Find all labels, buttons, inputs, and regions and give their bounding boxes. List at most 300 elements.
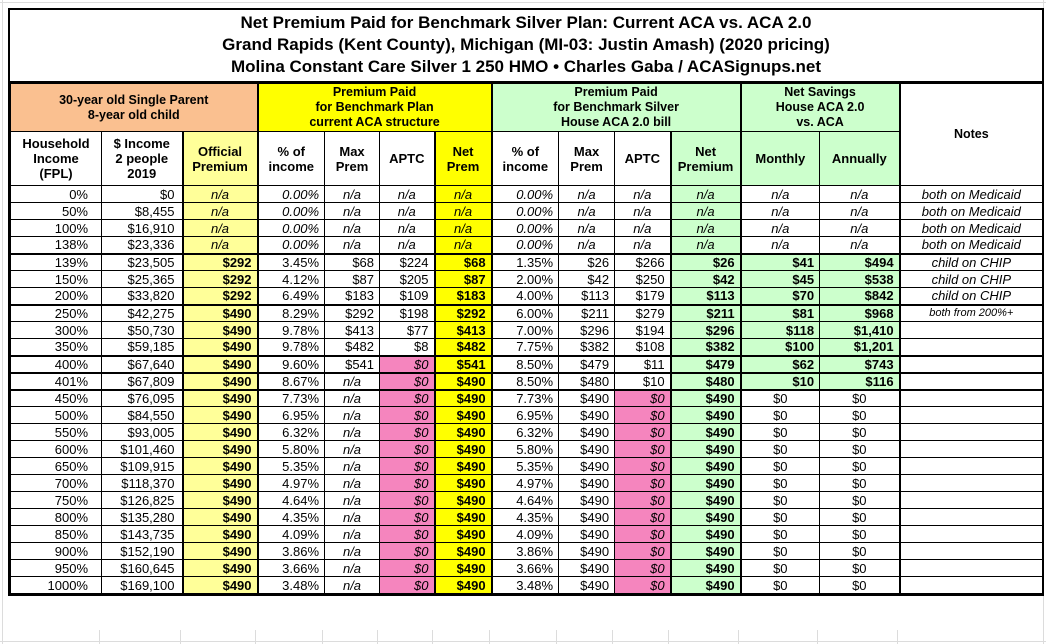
cell-aca2-pct-income: 7.00% [492,322,559,339]
aca-group-line-1: Premium Paid [332,85,417,99]
cell-note [900,339,1043,356]
col-header-aca2-aptc: APTC [615,132,671,186]
cell-fpl: 139% [11,254,102,271]
cell-savings-monthly: $0 [741,458,820,475]
cell-savings-monthly: $0 [741,526,820,543]
pct-header-line-2: income [268,158,315,174]
cell-aca2-pct-income: 3.66% [492,560,559,577]
cell-aca-aptc: $8 [380,339,435,356]
cell-aca-aptc: $0 [380,407,435,424]
cell-aca2-net-premium: $490 [671,543,741,560]
cell-note: both on Medicaid [900,220,1043,237]
cell-fpl: 401% [11,373,102,390]
cell-aca-max-prem: $541 [325,356,380,373]
cell-official-premium: $490 [183,441,258,458]
cell-aca2-max-prem: $490 [559,407,615,424]
cell-aca2-net-premium: $480 [671,373,741,390]
cell-aca-pct-income: 0.00% [258,237,325,254]
cell-aca-pct-income: 4.97% [258,475,325,492]
cell-note: both from 200%+ [900,305,1043,322]
cell-aca2-max-prem: $490 [559,390,615,407]
col-header-aca-net-prem [435,132,492,186]
cell-income: $0 [102,186,183,203]
cell-fpl: 800% [11,509,102,526]
cell-aca2-net-premium: n/a [671,237,741,254]
cell-aca-aptc: $205 [380,271,435,288]
table-row [11,322,1043,339]
cell-savings-annually: $0 [820,492,900,509]
cell-income: $16,910 [102,220,183,237]
cell-aca-pct-income: 8.29% [258,305,325,322]
cell-fpl: 350% [11,339,102,356]
cell-aca-max-prem: n/a [325,237,380,254]
cell-aca2-pct-income: 8.50% [492,356,559,373]
cell-official-premium: $490 [183,560,258,577]
cell-savings-monthly: $10 [741,373,820,390]
cell-aca2-pct-income: 7.73% [492,390,559,407]
cell-note [900,475,1043,492]
cell-savings-annually: $116 [820,373,900,390]
table-row [11,526,1043,543]
cell-savings-annually: n/a [820,186,900,203]
data-table [10,83,1043,594]
col-header-aca-aptc: APTC [380,132,435,186]
cell-aca2-pct-income: 4.09% [492,526,559,543]
pct2-header-line-1: % of [511,143,540,159]
table-row [11,407,1043,424]
cell-aca-aptc: $0 [380,492,435,509]
cell-aca2-max-prem: $490 [559,475,615,492]
cell-note [900,373,1043,390]
cell-aca2-max-prem: $113 [559,288,615,305]
cell-aca-max-prem: n/a [325,492,380,509]
cell-savings-monthly: $81 [741,305,820,322]
cell-aca2-aptc: $11 [615,356,671,373]
excel-gridline [322,630,323,644]
cell-aca2-pct-income: 3.86% [492,543,559,560]
col-header-aca2-max-prem [559,132,615,186]
savings-group-line-1: Net Savings [784,85,856,99]
title-line-3: Molina Constant Care Silver 1 250 HMO • Charles Gaba / ACASignups.net [230,57,822,76]
cell-aca-net-prem: $87 [435,271,492,288]
excel-gridline [0,641,1046,642]
cell-aca-aptc: $0 [380,526,435,543]
cell-aca2-aptc: $10 [615,373,671,390]
cell-official-premium: $490 [183,475,258,492]
cell-savings-monthly: $118 [741,322,820,339]
cell-savings-monthly: n/a [741,203,820,220]
aca-group-line-3: current ACA structure [309,115,440,129]
cell-aca-aptc: n/a [380,203,435,220]
cell-aca2-net-premium: $211 [671,305,741,322]
cell-aca2-pct-income: 4.97% [492,475,559,492]
cell-savings-monthly: n/a [741,237,820,254]
cell-fpl: 600% [11,441,102,458]
cell-income: $109,915 [102,458,183,475]
cell-savings-annually: $0 [820,475,900,492]
cell-aca-net-prem: $292 [435,305,492,322]
cell-note [900,509,1043,526]
cell-income: $42,275 [102,305,183,322]
table-row [11,220,1043,237]
excel-gridline [612,630,613,644]
cell-aca-pct-income: 5.35% [258,458,325,475]
official-header-line-2: Premium [192,158,248,174]
cell-savings-annually: $0 [820,560,900,577]
cell-fpl: 300% [11,322,102,339]
cell-income: $50,730 [102,322,183,339]
cell-note [900,407,1043,424]
cell-aca-pct-income: 4.35% [258,509,325,526]
max2-header-line-1: Max [573,143,600,159]
cell-aca2-max-prem: $490 [559,509,615,526]
cell-aca-max-prem: $482 [325,339,380,356]
table-row [11,271,1043,288]
savings-group-line-3: vs. ACA [796,115,844,129]
cell-note [900,441,1043,458]
cell-note: child on CHIP [900,254,1043,271]
excel-gridline [432,630,433,644]
cell-income: $101,460 [102,441,183,458]
excel-gridline [738,630,739,644]
cell-aca2-max-prem: n/a [559,203,615,220]
cell-aca2-pct-income: 5.35% [492,458,559,475]
excel-gridline [0,2,1046,3]
cell-aca2-net-premium: $296 [671,322,741,339]
cell-aca2-aptc: $0 [615,543,671,560]
cell-aca2-net-premium: $42 [671,271,741,288]
cell-note [900,390,1043,407]
cell-income: $135,280 [102,509,183,526]
cell-aca2-net-premium: n/a [671,220,741,237]
demographic-line-1: 30-year old Single Parent [59,92,209,107]
cell-aca-max-prem: n/a [325,220,380,237]
cell-aca-net-prem: $541 [435,356,492,373]
table-row [11,577,1043,594]
cell-savings-monthly: $0 [741,390,820,407]
cell-savings-annually: $494 [820,254,900,271]
cell-official-premium: $490 [183,526,258,543]
cell-aca2-max-prem: $490 [559,577,615,594]
table-row [11,254,1043,271]
cell-income: $59,185 [102,339,183,356]
cell-official-premium: n/a [183,220,258,237]
cell-aca-max-prem: n/a [325,526,380,543]
group-header-row [11,84,1043,132]
netpremium-header-line-2: Premium [677,158,734,174]
cell-aca2-aptc: n/a [615,186,671,203]
cell-official-premium: $490 [183,390,258,407]
cell-savings-annually: $0 [820,390,900,407]
cell-aca-net-prem: $490 [435,577,492,594]
cell-aca2-aptc: $0 [615,475,671,492]
table-row [11,509,1043,526]
table-row [11,390,1043,407]
cell-savings-annually: $0 [820,441,900,458]
income-header-line-1: $ Income [113,136,170,151]
col-header-income [102,132,183,186]
cell-aca2-max-prem: $490 [559,560,615,577]
cell-aca-aptc: $0 [380,458,435,475]
cell-aca-net-prem: $490 [435,424,492,441]
cell-aca-aptc: $224 [380,254,435,271]
cell-aca2-max-prem: $296 [559,322,615,339]
excel-gridline [2,0,3,644]
cell-aca2-aptc: $0 [615,577,671,594]
cell-aca2-aptc: $266 [615,254,671,271]
cell-aca2-aptc: $279 [615,305,671,322]
cell-aca-net-prem: $490 [435,492,492,509]
cell-aca-aptc: $0 [380,356,435,373]
cell-aca-pct-income: 3.66% [258,560,325,577]
cell-aca-pct-income: 8.67% [258,373,325,390]
cell-official-premium: n/a [183,203,258,220]
cell-aca-pct-income: 4.09% [258,526,325,543]
cell-fpl: 500% [11,407,102,424]
aca2-group-line-1: Premium Paid [574,85,658,99]
col-header-notes: Notes [900,84,1043,186]
cell-note [900,492,1043,509]
cell-official-premium: $490 [183,543,258,560]
cell-note [900,560,1043,577]
cell-aca-net-prem: $490 [435,526,492,543]
cell-aca2-max-prem: $490 [559,441,615,458]
cell-official-premium: $490 [183,458,258,475]
cell-aca2-pct-income: 8.50% [492,373,559,390]
savings-group-line-2: House ACA 2.0 [775,100,865,114]
cell-aca2-aptc: $108 [615,339,671,356]
cell-income: $126,825 [102,492,183,509]
cell-savings-annually: $0 [820,509,900,526]
cell-aca2-net-premium: $382 [671,339,741,356]
cell-fpl: 400% [11,356,102,373]
cell-fpl: 50% [11,203,102,220]
cell-fpl: 650% [11,458,102,475]
table-row [11,305,1043,322]
excel-gridline [377,630,378,644]
netprem-header-line-1: Net [452,143,474,159]
cell-aca2-net-premium: $490 [671,424,741,441]
cell-aca-aptc: $0 [380,390,435,407]
cell-aca2-net-premium: $490 [671,492,741,509]
cell-savings-monthly: $62 [741,356,820,373]
cell-aca-net-prem: $490 [435,373,492,390]
cell-aca2-max-prem: $490 [559,458,615,475]
cell-aca2-pct-income: 0.00% [492,203,559,220]
excel-gridline [489,630,490,644]
cell-aca-pct-income: 9.78% [258,322,325,339]
cell-aca2-pct-income: 0.00% [492,220,559,237]
cell-aca-pct-income: 0.00% [258,186,325,203]
cell-aca-max-prem: n/a [325,373,380,390]
table-row [11,237,1043,254]
cell-aca2-pct-income: 3.48% [492,577,559,594]
cell-aca-aptc: $198 [380,305,435,322]
cell-income: $160,645 [102,560,183,577]
cell-note [900,356,1043,373]
cell-income: $33,820 [102,288,183,305]
cell-aca2-max-prem: n/a [559,186,615,203]
cell-aca-max-prem: $87 [325,271,380,288]
cell-aca2-aptc: $0 [615,441,671,458]
cell-fpl: 200% [11,288,102,305]
cell-aca-aptc: $0 [380,373,435,390]
cell-aca-aptc: $0 [380,560,435,577]
cell-fpl: 150% [11,271,102,288]
cell-savings-monthly: $0 [741,407,820,424]
cell-note [900,322,1043,339]
cell-aca2-net-premium: n/a [671,203,741,220]
col-header-annually: Annually [820,132,900,186]
cell-savings-monthly: $0 [741,577,820,594]
cell-aca2-max-prem: $480 [559,373,615,390]
table-title [10,10,1042,83]
cell-aca2-net-premium: $479 [671,356,741,373]
cell-aca-net-prem: $490 [435,560,492,577]
cell-savings-annually: $0 [820,424,900,441]
table-row [11,356,1043,373]
table-row [11,492,1043,509]
cell-income: $143,735 [102,526,183,543]
cell-savings-annually: $0 [820,526,900,543]
cell-aca-max-prem: n/a [325,458,380,475]
fpl-header-line-1: Household [22,136,90,151]
aca2-group-line-3: House ACA 2.0 bill [560,115,672,129]
cell-aca-aptc: $109 [380,288,435,305]
cell-aca-net-prem: $490 [435,407,492,424]
cell-savings-monthly: $0 [741,424,820,441]
cell-income: $93,005 [102,424,183,441]
table-row [11,441,1043,458]
cell-aca2-max-prem: n/a [559,237,615,254]
cell-aca2-aptc: $0 [615,458,671,475]
cell-note [900,458,1043,475]
cell-aca-max-prem: n/a [325,424,380,441]
cell-official-premium: $490 [183,509,258,526]
table-row [11,475,1043,492]
cell-income: $8,455 [102,203,183,220]
cell-fpl: 550% [11,424,102,441]
cell-aca2-net-premium: $490 [671,458,741,475]
col-header-aca2-net-premium [671,132,741,186]
cell-aca2-max-prem: $479 [559,356,615,373]
cell-aca-aptc: $0 [380,424,435,441]
cell-aca2-net-premium: $490 [671,560,741,577]
cell-aca2-max-prem: $490 [559,526,615,543]
excel-gridline [668,630,669,644]
cell-note: child on CHIP [900,271,1043,288]
cell-aca2-pct-income: 5.80% [492,441,559,458]
cell-savings-monthly: $0 [741,492,820,509]
cell-savings-annually: n/a [820,237,900,254]
cell-aca2-aptc: $0 [615,407,671,424]
col-header-fpl [11,132,102,186]
cell-income: $67,809 [102,373,183,390]
cell-income: $152,190 [102,543,183,560]
cell-aca2-pct-income: 0.00% [492,237,559,254]
cell-fpl: 950% [11,560,102,577]
cell-savings-annually: n/a [820,220,900,237]
cell-aca2-max-prem: $42 [559,271,615,288]
table-row [11,458,1043,475]
cell-income: $23,336 [102,237,183,254]
netprem-header-line-2: Prem [446,158,480,174]
cell-aca2-net-premium: $490 [671,441,741,458]
cell-aca-aptc: $0 [380,543,435,560]
cell-savings-monthly: $0 [741,475,820,492]
cell-fpl: 900% [11,543,102,560]
cell-aca-max-prem: n/a [325,407,380,424]
cell-aca2-net-premium: $490 [671,475,741,492]
cell-note: both on Medicaid [900,237,1043,254]
table-row [11,339,1043,356]
cell-aca-aptc: $0 [380,475,435,492]
cell-aca2-max-prem: $211 [559,305,615,322]
cell-aca-max-prem: n/a [325,186,380,203]
cell-aca-pct-income: 6.32% [258,424,325,441]
cell-aca2-max-prem: $490 [559,492,615,509]
cell-aca-pct-income: 3.86% [258,543,325,560]
official-header-line-1: Official [197,143,243,159]
table-row [11,288,1043,305]
cell-savings-annually: $0 [820,407,900,424]
table-row [11,543,1043,560]
cell-aca2-pct-income: 0.00% [492,186,559,203]
pct-header-line-1: % of [277,143,305,159]
cell-aca2-pct-income: 7.75% [492,339,559,356]
cell-note [900,424,1043,441]
cell-aca-pct-income: 0.00% [258,203,325,220]
cell-aca-max-prem: n/a [325,560,380,577]
cell-aca-max-prem: n/a [325,543,380,560]
cell-note: both on Medicaid [900,203,1043,220]
cell-aca2-max-prem: $26 [559,254,615,271]
cell-savings-annually: $1,410 [820,322,900,339]
income-header-line-2: 2 people [115,151,169,166]
cell-income: $118,370 [102,475,183,492]
excel-gridline [99,630,100,644]
excel-gridline [180,630,181,644]
cell-aca2-aptc: $0 [615,492,671,509]
group-header-net-savings [741,84,900,132]
demographic-line-2: 8-year old child [87,107,180,122]
cell-income: $67,640 [102,356,183,373]
cell-aca2-pct-income: 4.00% [492,288,559,305]
cell-aca-net-prem: $490 [435,509,492,526]
cell-savings-monthly: $70 [741,288,820,305]
cell-fpl: 1000% [11,577,102,594]
col-header-aca-pct-income [258,132,325,186]
cell-aca-net-prem: n/a [435,186,492,203]
cell-aca-max-prem: $292 [325,305,380,322]
title-line-1: Net Premium Paid for Benchmark Silver Plan: Current ACA vs. ACA 2.0 [240,13,812,32]
cell-aca-aptc: n/a [380,220,435,237]
cell-aca-pct-income: 6.95% [258,407,325,424]
cell-aca2-aptc: $0 [615,424,671,441]
excel-gridline [255,630,256,644]
cell-savings-monthly: $41 [741,254,820,271]
cell-aca-net-prem: $490 [435,441,492,458]
cell-official-premium: $490 [183,356,258,373]
cell-aca-pct-income: 0.00% [258,220,325,237]
cell-aca2-aptc: $0 [615,526,671,543]
cell-aca-pct-income: 9.60% [258,356,325,373]
cell-note [900,526,1043,543]
cell-aca-max-prem: n/a [325,509,380,526]
cell-official-premium: $292 [183,288,258,305]
cell-aca-max-prem: $68 [325,254,380,271]
cell-aca-aptc: $0 [380,441,435,458]
